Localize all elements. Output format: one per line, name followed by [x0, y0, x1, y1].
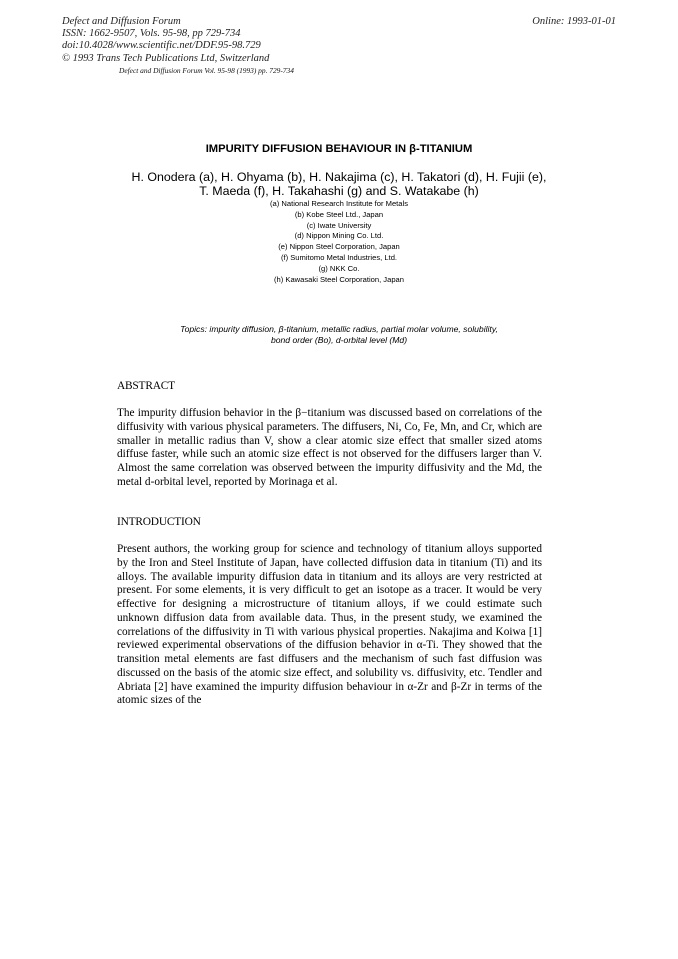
issn-line: ISSN: 1662-9507, Vols. 95-98, pp 729-734: [62, 28, 241, 40]
abstract-text: The impurity diffusion behavior in the β−titanium was discussed based on correlations of the diffusivity with various physical parameters. The diffusers, Ni, Co, Fe, Mn, and Cr, which are smaller in metallic radius than V, show a clear atomic size effect that smaller sized atoms diffuse faster, while such an atomic size effect is not observed for the diffusers larger than V. Almost the same correlation was observed between the impurity diffusivity and the Md, the metal d-orbital level, reported by Morinaga et al.: [117, 407, 542, 488]
copyright-line: © 1993 Trans Tech Publications Ltd, Switzerland: [62, 52, 270, 64]
topics-line: Topics: impurity diffusion, β-titanium, metallic radius, partial molar volume, solubility,: [180, 324, 498, 334]
affiliation: (g) NKK Co.: [318, 263, 360, 273]
affiliation: (a) National Research Institute for Metals: [269, 199, 408, 208]
introduction-heading: INTRODUCTION: [117, 516, 201, 528]
doi-link[interactable]: doi:10.4028/www.scientific.net/DDF.95-98.729: [62, 40, 261, 52]
topics-line: bond order (Bo), d-orbital level (Md): [270, 335, 408, 345]
journal-citation-line: Defect and Diffusion Forum Vol. 95-98 (1993) pp. 729-734: [119, 66, 294, 75]
author-line: T. Maeda (f), H. Takahashi (g) and S. Watakabe (h): [199, 184, 479, 198]
introduction-text: Present authors, the working group for science and technology of titanium alloys supported by the Iron and Steel Institute of Japan, have collected diffusion data in titanium (Ti) and its alloys. The available impurity diffusion data in titanium and its alloys are very restricted at present. For some elements, it is very difficult to get an isotope as a tracer. It would be very effective for designing a microstructure of titanium alloys, if we could estimate such unknown diffusion data from available data. Thus, in the present study, we examined the correlations of the diffusivity in Ti with various physical properties. Nakajima and Koiwa [1] reviewed experimental observations of the diffusion behavior in α-Ti. They showed that the transition metal elements are fast diffusers and the mechanism of such fast diffusion was discussed on the basis of the atomic size effect, and solubility vs. diffusivity, etc. Tendler and Abriata [2] have examined the impurity diffusion behaviour in α-Zr and β-Zr in terms of the atomic sizes of the: [117, 543, 542, 707]
author-line: H. Onodera (a), H. Ohyama (b), H. Nakajima (c), H. Takatori (d), H. Fujii (e),: [131, 170, 547, 184]
affiliation: (c) Iwate University: [306, 220, 372, 230]
journal-name: Defect and Diffusion Forum: [62, 16, 181, 27]
affiliation: (h) Kawasaki Steel Corporation, Japan: [273, 274, 404, 284]
affiliation: (e) Nippon Steel Corporation, Japan: [278, 242, 400, 252]
affiliation: (d) Nippon Mining Co. Ltd.: [294, 231, 384, 241]
publication-header: [62, 16, 269, 65]
topics-keywords: [0, 324, 678, 346]
affiliation: (f) Sumitomo Metal Industries, Ltd.: [280, 252, 398, 262]
online-date: Online: 1993-01-01: [532, 16, 616, 27]
abstract-heading: ABSTRACT: [117, 380, 175, 392]
affiliation: (b) Kobe Steel Ltd., Japan: [294, 209, 384, 219]
affiliation-list: [0, 199, 678, 285]
author-list: [0, 170, 678, 198]
paper-title: IMPURITY DIFFUSION BEHAVIOUR IN β-TITANIUM: [205, 143, 473, 155]
